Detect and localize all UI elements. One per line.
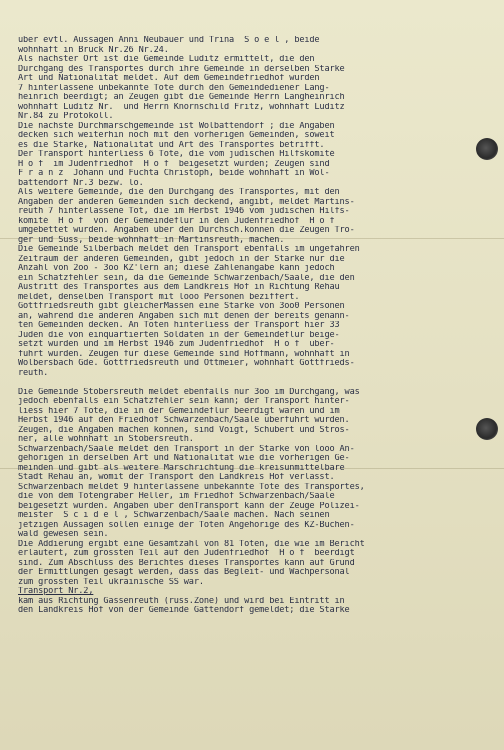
text-line: wohnhaft in Bruck Nr.26 Nr.24.: [18, 45, 169, 55]
text-line: meldet, denselben Transport mit looo Personen beziffert.: [18, 292, 300, 302]
text-line: Anzahl von 2oo - 3oo KZ'lern an; diese Zahlenangabe kann jedoch: [18, 264, 335, 273]
text-line: Zeitraum der anderen Gemeinden, gibt jedoch in der Stärke nur die: [18, 254, 345, 264]
text-line: ger und Süss, beide wohnhaft in Martinsreuth, machen.: [18, 235, 285, 245]
text-line: der Ermittlungen gesagt werden, dass das Begleit- und Wachpersonal: [18, 568, 350, 577]
text-line: erläutert, zum grössten Teil auf den Judenfriedhof H o f beerdigt: [18, 549, 355, 558]
text-line: meinden und gibt als weitere Marschrichtung die kreisunmittelbare: [18, 463, 345, 473]
text-line: Schwarzenbach/Saale meldet den Transport in der Stärke von looo An-: [18, 444, 355, 454]
text-line: ein Schätzfehler sein, da die Gemeinde Schwarzenbach/Saale, die den: [18, 273, 355, 283]
text-line: es die Stärke, Nationalität und Art des Transportes betrifft.: [18, 140, 325, 150]
text-line: Als weitere Gemeinde, die den Durchgang des Transportes, mit den: [18, 188, 340, 197]
text-line: decken sich weiterhin noch mit den vorherigen Gemeinden, soweit: [18, 131, 335, 140]
text-line: wald gewesen sein.: [18, 530, 109, 539]
text-line: F r a n z Johann und Fuchta Christoph, beide wohnhaft in Wöl-: [18, 169, 330, 178]
text-line: Juden die von einquartierten Soldaten in der Gemeindeflur beige-: [18, 330, 340, 340]
text-line: setzt wurden und im Herbst 1946 zum Judenfriedhof H o f über-: [18, 340, 335, 349]
text-line: H o f im Judenfriedhof H o f beigesetzt wurden; Zeugen sind: [18, 159, 330, 169]
text-line: an, während die anderen Angaben sich mit denen der bereits genann-: [18, 311, 350, 321]
text-line: ten Gemeinden decken. An Toten hinterliess der Transport hier 33: [18, 321, 340, 330]
text-line: meister S c i d e l , Schwarzenbach/Saale machen. Nach seinen: [18, 511, 330, 520]
text-line: Die Addierung ergibt eine Gesamtzahl von 81 Toten, die wie im Bericht: [18, 539, 365, 549]
text-line: Herbst 1946 auf den Friedhof Schwarzenbach/Saale überführt wurden.: [18, 416, 350, 425]
text-line: ner, alle wohnhaft in Stobersreuth.: [18, 435, 194, 444]
text-line: jedoch ebenfalls ein Schätzfehler sein kann; der Transport hinter-: [18, 397, 350, 406]
text-line: Wölbersbach Gde. Gottfriedsreuth und Ottmeier, wohnhaft Gottfrieds-: [18, 359, 355, 368]
text-line: Zeugen, die Angaben machen können, sind Voigt, Schubert und Strös-: [18, 425, 350, 435]
text-line: Die nächste Durchmarschgemeinde ist Wölbattendorf ; die Angaben: [18, 121, 335, 131]
text-line: heinrich beerdigt; an Zeugen gibt die Gemeinde Herrn Langheinrich: [18, 93, 345, 102]
text-line: Die Gemeinde Stobersreuth meldet ebenfalls nur 3oo im Durchgang, was: [18, 387, 360, 397]
text-line: Gottfriedsreuth gibt gleicherMassen eine Stärke von 3oo0 Personen: [18, 302, 345, 311]
text-line: die von dem Totengräber Heller, im Friedhof Schwarzenbach/Saale: [18, 492, 335, 501]
text-line: über evtl. Aussagen Anni Neubauer und Trina S ö e l , beide: [18, 36, 320, 45]
text-line: den Landkreis Hof von der Gemeinde Gattendorf gemeldet; die Stärke: [18, 606, 350, 615]
text-line: Austritt des Transportes aus dem Landkreis Hof in Richtung Rehau: [18, 283, 340, 292]
text-line: wohnhaft Lüditz Nr. und Herrn Knörnschild Fritz, wohnhaft Lüditz: [18, 102, 345, 112]
text-line: Die Gemeinde Silberbach meldet den Transport ebenfalls im ungefähren: [18, 245, 360, 254]
text-line: Der Transport hinterliess 6 Tote, die vom jüdischen Hilfskomité: [18, 150, 335, 159]
text-line: liess hier 7 Tote, die in der Gemeindeflur beerdigt waren und im: [18, 406, 340, 416]
text-line: 7 hinterlassene unbekannte Tote durch den Gemeindediener Lang-: [18, 83, 330, 93]
text-line: reuth.: [18, 368, 49, 378]
text-line: Art und Nationalität meldet. Auf dem Gemeindefriedhof wurden: [18, 74, 320, 83]
text-line: zum grössten Teil ukrainische SS war.: [18, 577, 204, 587]
text-line: battendorf Nr.3 bezw. lo.: [18, 178, 144, 188]
text-line: Durchgang des Transportes durch ihre Gemeinde in derselben Stärke: [18, 64, 345, 74]
text-line: Nr.84 zu Protokoll.: [18, 112, 114, 121]
text-line: beigesetzt wurden. Angaben über denTransport kann der Zeuge Polizei-: [18, 501, 360, 511]
text-line: kam aus Richtung Gassenreuth (russ.Zone) und wird bei Eintritt in: [18, 596, 345, 606]
text-line: jetzigen Aussagen sollen einige der Toten Angehörige des KZ-Buchen-: [18, 520, 355, 530]
text-line: führt wurden. Zeugen für diese Gemeinde sind Hoffmann, wohnhaft in: [18, 349, 350, 359]
text-line: sind. Zum Abschluss des Berichtes dieses Transportes kann auf Grund: [18, 558, 355, 568]
text-line: Als nächster Ort ist die Gemeinde Lüditz ermittelt, die den: [18, 55, 315, 64]
document-body: [18, 36, 482, 616]
text-line: komité H o f von der Gemeindeflur in den Judenfriedhof H o f: [18, 216, 335, 226]
text-line: reuth 7 hinterlassene Tot, die im Herbst 1946 vom jüdischen Hilfs-: [18, 207, 350, 216]
text-line: gehörigen in derselben Art und Nationalität wie die vorherigen Ge-: [18, 454, 350, 463]
text-line: Schwarzenbach meldet 9 hinterlassene unbekannte Tote des Transportes,: [18, 482, 365, 492]
blank-line: [18, 378, 482, 388]
text-line: umgebettet wurden. Angaben über den Durchsch.können die Zeugen Trö-: [18, 226, 355, 235]
section-heading: Transport Nr.2,: [18, 587, 94, 596]
text-line: Stadt Rehau an, womit der Transport den Landkreis Hof verlässt.: [18, 473, 335, 482]
text-line: Angaben der anderen Gemeinden sich deckend, angibt, meldet Martins-: [18, 197, 355, 207]
